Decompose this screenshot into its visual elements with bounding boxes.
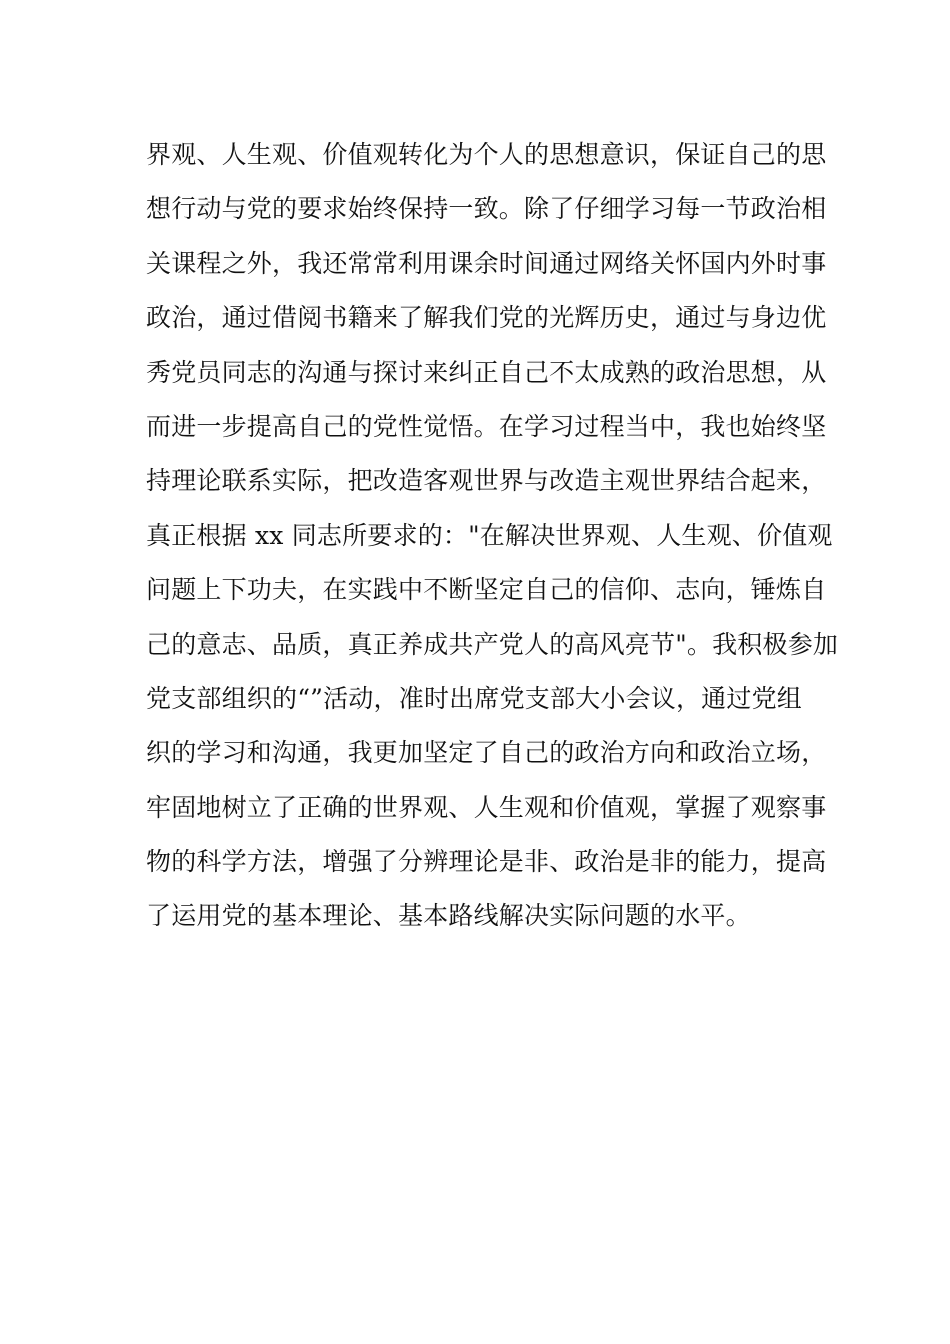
text-line: 而进一步提高自己的党性觉悟。在学习过程当中，我也始终坚 bbox=[146, 411, 827, 441]
text-line: 界观、人生观、价值观转化为个人的思想意识，保证自己的思 bbox=[146, 140, 827, 169]
text-line: 关课程之外，我还常常利用课余时间通过网络关怀国内外时事 bbox=[146, 248, 827, 278]
body-text bbox=[146, 128, 839, 944]
text-line: 了运用党的基本理论、基本路线解决实际问题的水平。 bbox=[146, 901, 751, 931]
text-line: 政治，通过借阅书籍来了解我们党的光辉历史，通过与身边优 bbox=[146, 303, 827, 333]
text-line: 物的科学方法，增强了分辨理论是非、政治是非的能力，提高 bbox=[146, 847, 827, 877]
text-line: 牢固地树立了正确的世界观、人生观和价值观，掌握了观察事 bbox=[146, 792, 827, 822]
text-line: 想行动与党的要求始终保持一致。除了仔细学习每一节政治相 bbox=[146, 194, 827, 224]
text-line: 己的意志、品质，真正养成共产党人的高风亮节"。我积极参加 bbox=[146, 629, 839, 659]
text-line: 秀党员同志的沟通与探讨来纠正自己不太成熟的政治思想，从 bbox=[146, 357, 827, 387]
text-line: 织的学习和沟通，我更加坚定了自己的政治方向和政治立场， bbox=[146, 738, 827, 768]
text-line: 真正根据 xx 同志所要求的："在解决世界观、人生观、价值观 bbox=[146, 520, 833, 550]
text-line: 党支部组织的“”活动，准时出席党支部大小会议，通过党组 bbox=[146, 683, 802, 713]
text-line: 持理论联系实际，把改造客观世界与改造主观世界结合起来， bbox=[146, 466, 827, 496]
text-line: 问题上下功夫，在实践中不断坚定自己的信仰、志向，锤炼自 bbox=[146, 575, 827, 605]
